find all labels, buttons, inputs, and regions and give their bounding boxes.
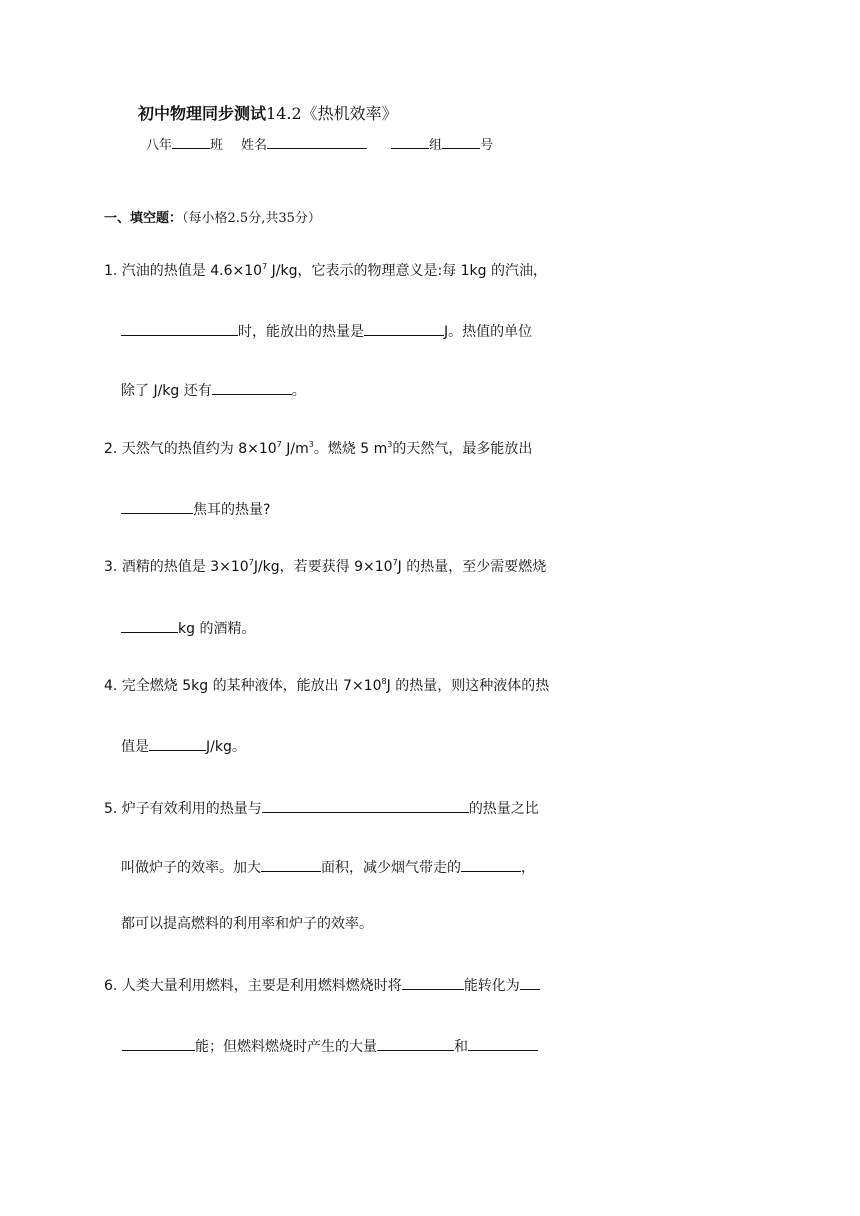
answer-blank (461, 857, 521, 872)
question-1-line-1: 1. 汽油的热值是 $4.6\times 10^7$ J/kg，它表示的物理意义是:每 1kg 的汽油， (104, 262, 547, 279)
answer-blank (402, 975, 464, 990)
question-6-line-1: 6. 人类大量利用燃料，主要是利用燃料燃烧时将 能转化为 (104, 975, 540, 995)
question-3-line-1: 3. 酒精的热值是 $3\times 10^7J/kg$，若要获得 $9\times 10^7J$ 的热量，至少需要燃烧 (104, 558, 547, 575)
question-4-line-2: 值是 J/kg。 (121, 736, 246, 756)
student-info-line (146, 134, 493, 153)
answer-blank (364, 321, 444, 336)
group-label: 组 (429, 138, 443, 153)
section-heading (104, 207, 321, 226)
question-4-line-1: 4. 完全燃烧 5kg 的某种液体，能放出 $7\times 10^8J$ 的热量，则这种液体的热 (104, 677, 550, 694)
answer-blank (377, 1036, 454, 1051)
number-label: 号 (480, 138, 494, 153)
question-2-line-1: 2. 天然气的热值约为 $8\times 10^7$ $J/m^3$。燃烧 5 $m^3$的天然气，最多能放出 (104, 440, 533, 457)
class-label: 班 (210, 138, 224, 153)
question-5-line-2: 叫做炉子的效率。加大 面积，减少烟气带走的 ， (121, 857, 535, 877)
answer-blank (468, 1036, 538, 1051)
question-3-line-2: kg 的酒精。 (121, 618, 255, 638)
number-blank (442, 136, 480, 149)
answer-blank (121, 499, 193, 514)
question-5-line-1: 5. 炉子有效利用的热量与 的热量之比 (104, 798, 539, 818)
section-note: （每小格2.5分,共35分） (182, 211, 321, 226)
question-2-line-2: 焦耳的热量? (121, 499, 270, 519)
title-text: 初中物理同步测试 (138, 104, 267, 123)
answer-blank (262, 798, 469, 813)
answer-blank (212, 380, 292, 395)
grade-label: 八年 (146, 138, 173, 153)
name-label: 姓名 (241, 138, 268, 153)
answer-blank (121, 618, 178, 633)
question-6-line-2: 能；但燃料燃烧时产生的大量 和 (122, 1036, 538, 1056)
answer-blank (121, 321, 238, 336)
answer-blank (520, 975, 540, 990)
answer-blank (149, 736, 206, 751)
answer-blank (122, 1036, 195, 1051)
section-label: 一、填空题： (104, 211, 183, 226)
group-blank (391, 136, 429, 149)
title-number: 14.2 (266, 104, 302, 123)
question-5-line-3: 都可以提高燃料的利用率和炉子的效率。 (121, 916, 373, 932)
question-1-line-3: 除了 J/kg 还有 。 (121, 380, 306, 400)
page-title (138, 101, 398, 124)
title-name: 《热机效率》 (301, 104, 398, 123)
name-blank (267, 136, 367, 149)
class-blank (172, 136, 210, 149)
question-1-line-2: 时，能放出的热量是 J。热值的单位 (121, 321, 532, 341)
answer-blank (261, 857, 321, 872)
